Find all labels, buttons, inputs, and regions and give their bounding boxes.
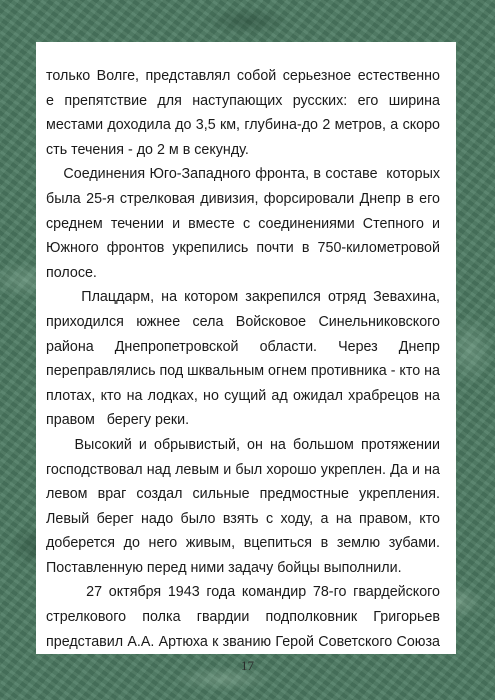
text-line: Высокий и обрывистый, он на большом протяжении <box>46 436 440 453</box>
text-line: приходился южнее села Войсковое Синельниковского <box>46 313 440 330</box>
text-line: представил А.А. Артюха к званию Герой Советского Союза <box>46 633 440 650</box>
text-line: правом берегу реки. <box>46 412 190 429</box>
text-line: левом враг создал сильные предмостные укрепления. <box>46 486 440 503</box>
text-line: района Днепропетровской области. Через Днепр <box>46 338 440 355</box>
text-line: плотах, кто на лодках, но сущий ад ожидал храбрецов на <box>46 387 440 404</box>
text-line: среднем течении и вместе с соединениями Степного и <box>46 215 440 232</box>
text-line: переправлялись под шквальным огнем противника - кто на <box>46 363 441 380</box>
text-line: господствовал над левым и был хорошо укреплен. Да и на <box>46 461 440 478</box>
text-line: Южного фронтов укрепились почти в 750-километровой <box>46 240 440 257</box>
text-line: доберется до него живым, вцепиться в землю зубами. <box>46 535 440 552</box>
text-line: Поставленную перед ними задачу бойцы выполнили. <box>46 559 402 576</box>
text-line: полосе. <box>46 264 97 281</box>
body-text <box>46 64 440 654</box>
text-line: Левый берег надо было взять с ходу, а на правом, кто <box>46 510 440 527</box>
text-line: сть течения - до 2 м в секунду. <box>46 141 249 158</box>
text-line: Плацдарм, на котором закрепился отряд Зевахина, <box>46 289 440 306</box>
text-line: 27 октября 1943 года командир 78-го гвардейского <box>46 584 440 601</box>
text-line: только Волге, представлял собой серьезное естественно <box>46 68 440 84</box>
text-line: местами доходила до 3,5 км, глубина-до 2 метров, а скоро <box>46 117 440 134</box>
text-line: Соединения Юго-Западного фронта, в составе которых <box>46 166 440 183</box>
text-line: была 25-я стрелковая дивизия, форсировали Днепр в его <box>46 190 440 207</box>
text-line: е препятствие для наступающих русских: его ширина <box>46 92 440 109</box>
page-number: 17 <box>241 658 254 673</box>
text-line: стрелкового полка гвардии подполковник Григорьев <box>46 609 440 626</box>
